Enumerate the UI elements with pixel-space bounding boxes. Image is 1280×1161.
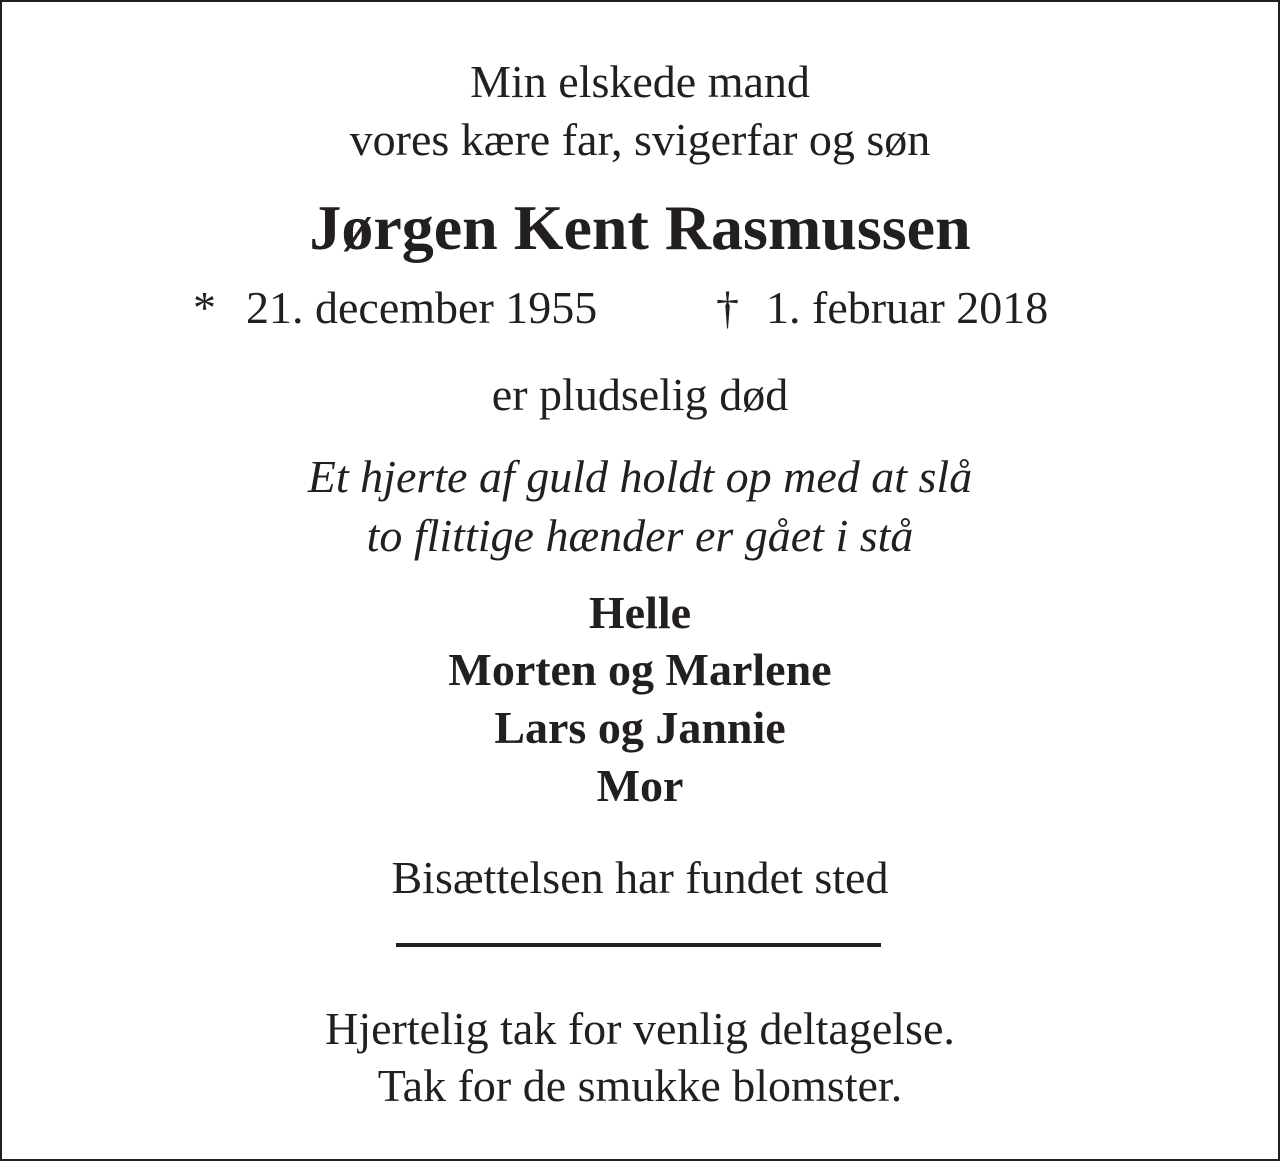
thanks-line-2: Tak for de smukke blomster.: [377, 1060, 903, 1111]
birth-symbol: *: [193, 282, 216, 333]
intro-line-2: vores kære far, svigerfar og søn: [349, 114, 931, 165]
death-symbol: †: [716, 282, 739, 333]
funeral-note: Bisættelsen har fundet sted: [391, 852, 889, 903]
death-note: er pludselig død: [491, 369, 789, 420]
verse-line-1: Et hjerte af guld holdt op med at slå: [307, 451, 973, 502]
death-date: 1. februar 2018: [766, 282, 1049, 333]
divider-rule: [396, 943, 881, 947]
verse-line-2: to flittige hænder er gået i stå: [366, 510, 914, 561]
family-member: Helle: [588, 587, 692, 638]
thanks-line-1: Hjertelig tak for venlig deltagelse.: [325, 1003, 955, 1054]
life-dates: [0, 282, 1280, 335]
family-member: Morten og Marlene: [448, 644, 832, 695]
intro-line-1: Min elskede mand: [470, 56, 810, 107]
deceased-name: Jørgen Kent Rasmussen: [309, 192, 971, 263]
birth-date: 21. december 1955: [246, 282, 598, 333]
family-member: Lars og Jannie: [494, 702, 786, 753]
family-member: Mor: [596, 760, 684, 811]
